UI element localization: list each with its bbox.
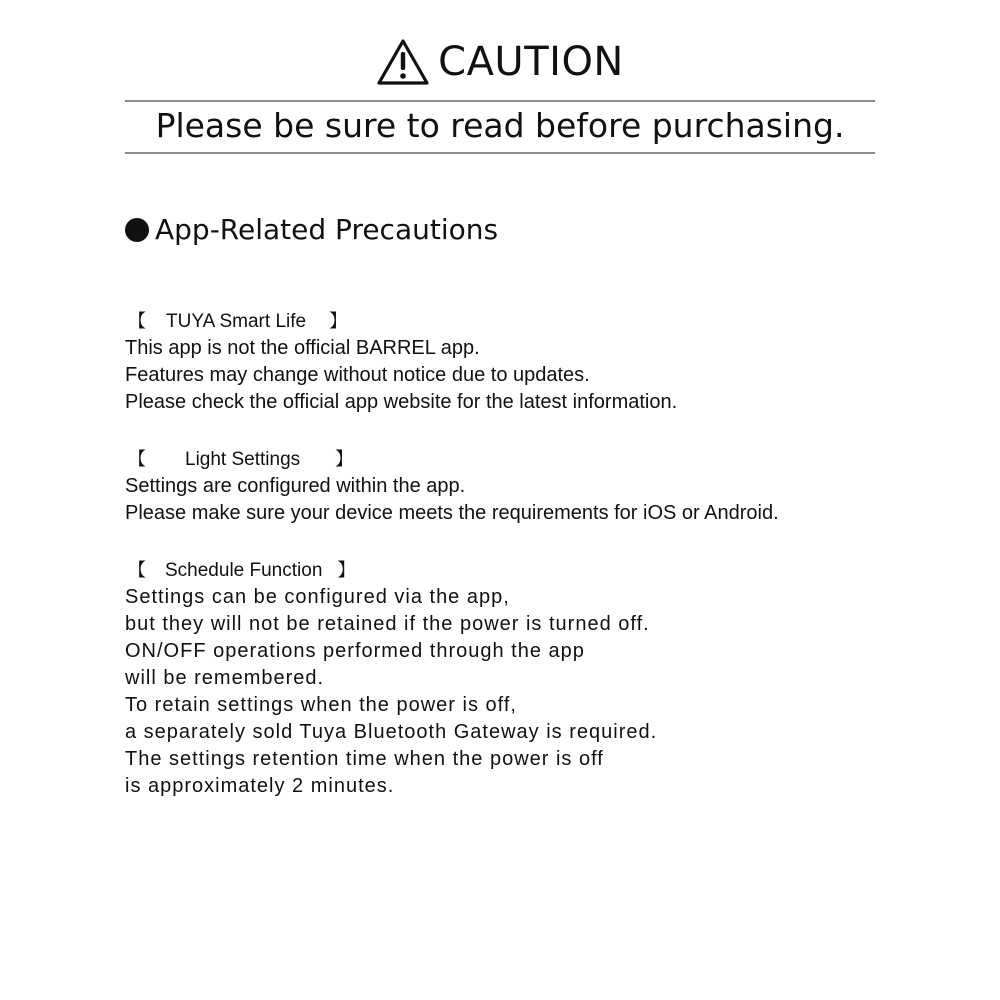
schedule-function-label: Schedule Function — [165, 560, 323, 581]
schedule-function-line: is approximately 2 minutes. — [125, 775, 395, 797]
open-bracket: 【 — [128, 449, 146, 470]
schedule-function-line: To retain settings when the power is off, — [125, 694, 517, 716]
section-heading — [125, 208, 498, 252]
schedule-function-line: will be remembered. — [125, 667, 325, 689]
tuya-label-line — [125, 308, 885, 335]
open-bracket: 【 — [128, 560, 146, 581]
tuya-line: Please check the official app website for the latest information. — [125, 391, 678, 413]
light-settings-block — [125, 446, 885, 527]
light-settings-line: Settings are configured within the app. — [125, 475, 466, 497]
close-bracket: 】 — [337, 560, 356, 581]
top-divider — [125, 100, 875, 102]
close-bracket: 】 — [335, 449, 354, 470]
light-settings-label-line — [125, 446, 885, 473]
schedule-function-line: a separately sold Tuya Bluetooth Gateway is required. — [125, 721, 658, 743]
light-settings-label: Light Settings — [185, 449, 301, 470]
warning-icon — [376, 38, 430, 86]
tuya-line: This app is not the official BARREL app. — [125, 337, 480, 359]
schedule-function-line: but they will not be retained if the power is turned off. — [125, 613, 650, 635]
bottom-divider — [125, 152, 875, 154]
tuya-precaution-block — [125, 308, 885, 416]
schedule-function-block — [125, 557, 885, 800]
caution-header — [0, 36, 1000, 88]
filled-circle-icon — [125, 218, 149, 242]
tuya-line: Features may change without notice due to updates. — [125, 364, 590, 386]
tuya-label: TUYA Smart Life — [166, 311, 307, 332]
section-title: App-Related Precautions — [155, 213, 499, 246]
purchase-warning-subtitle: Please be sure to read before purchasing. — [155, 106, 845, 145]
close-bracket: 】 — [329, 311, 348, 332]
caution-title: CAUTION — [438, 39, 624, 85]
open-bracket: 【 — [128, 311, 146, 332]
schedule-function-line: Settings can be configured via the app, — [125, 586, 510, 608]
schedule-function-label-line — [125, 557, 885, 584]
light-settings-line: Please make sure your device meets the requirements for iOS or Android. — [125, 502, 779, 524]
schedule-function-line: The settings retention time when the power is off — [125, 748, 604, 770]
schedule-function-line: ON/OFF operations performed through the app — [125, 640, 585, 662]
